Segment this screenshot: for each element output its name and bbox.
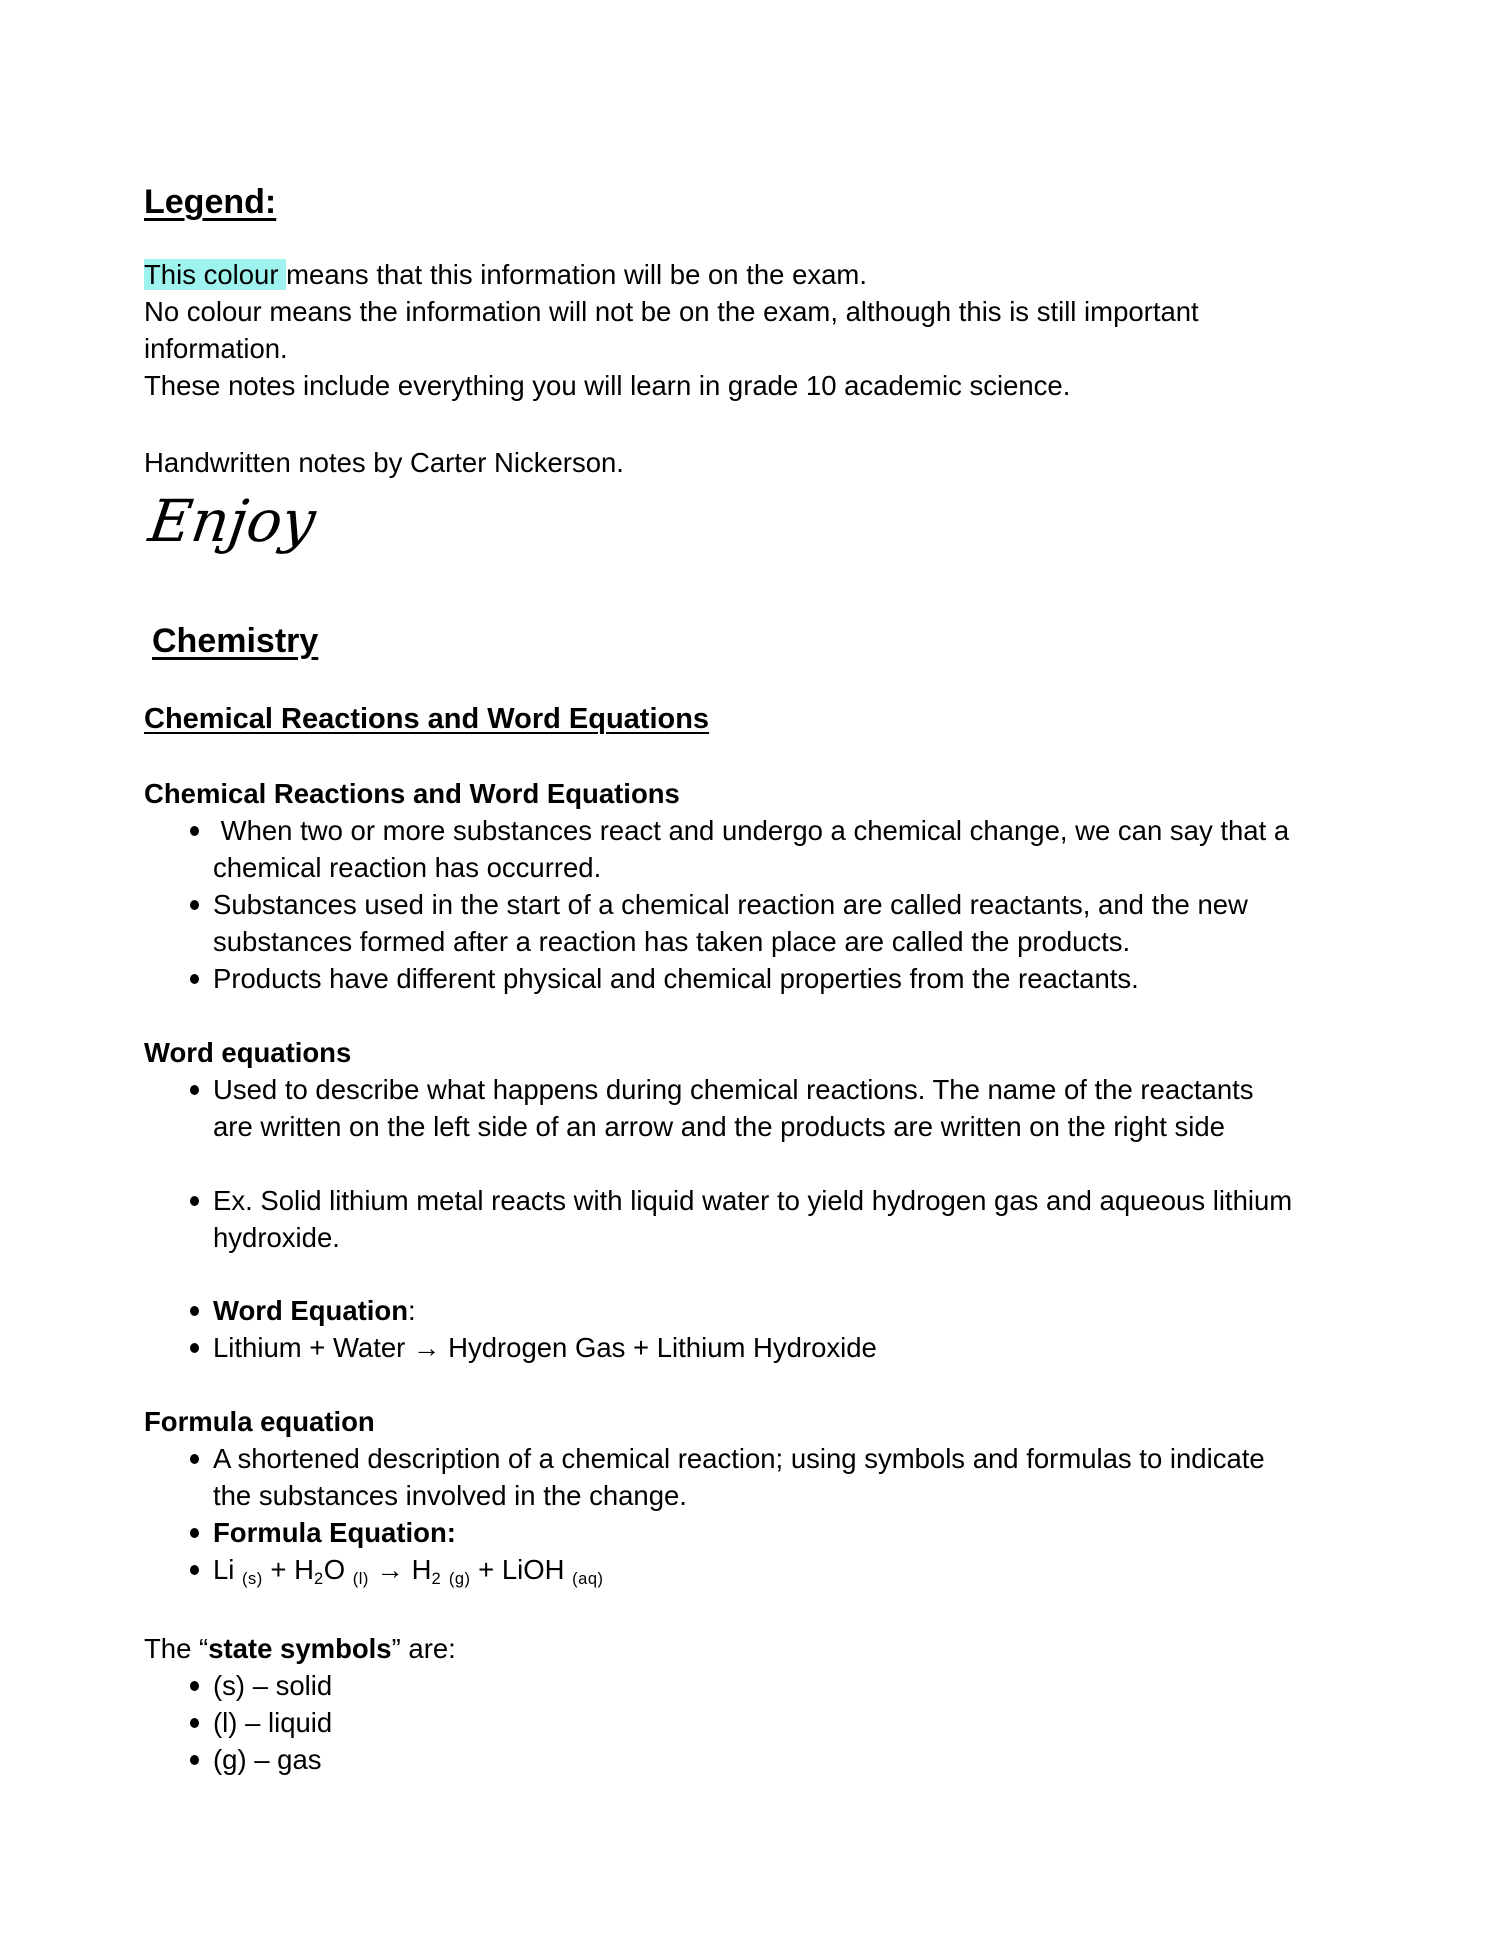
- highlighted-text: This colour: [144, 259, 287, 290]
- text-segment: A shortened description of a chemical reaction; using symbols and formulas to indicate the substances involved in the change.: [213, 1443, 1273, 1511]
- text-segment: (g) – gas: [213, 1744, 322, 1775]
- bullet-item: [144, 960, 1300, 997]
- text-segment: + LiOH: [470, 1554, 573, 1585]
- spacer: [144, 569, 1300, 619]
- text-segment: 2: [431, 1569, 442, 1588]
- text-segment: [441, 1554, 449, 1585]
- signature-text: Enjoy: [144, 487, 320, 555]
- text-segment: Formula Equation:: [213, 1517, 456, 1548]
- text-segment: Substances used in the start of a chemical reaction are called reactants, and the new substances formed after a reaction has taken place are called the products.: [213, 889, 1256, 957]
- bullet-item: [144, 1440, 1300, 1514]
- bullet-item: [144, 1182, 1300, 1256]
- text-segment: + H: [262, 1554, 314, 1585]
- text-segment: (s) – solid: [213, 1670, 333, 1701]
- reaction-bullet-list: [144, 812, 1300, 997]
- text-segment: 2: [314, 1569, 324, 1588]
- bullet-text: [213, 963, 1139, 994]
- bullet-text: [213, 1517, 456, 1548]
- word-equations-equation-list: [144, 1292, 1300, 1366]
- text-segment: means that this information will be on the exam.: [286, 259, 867, 290]
- legend-heading: Legend:: [144, 183, 277, 221]
- bullet-icon: [190, 826, 199, 836]
- bullet-item: [144, 1741, 1300, 1778]
- text-segment: :: [408, 1295, 416, 1326]
- bullet-text: [213, 1074, 1261, 1142]
- bullet-icon: [190, 1343, 199, 1353]
- text-segment: These notes include everything you will learn in grade 10 academic science.: [144, 370, 1071, 401]
- text-segment: state symbols: [208, 1633, 392, 1664]
- bullet-item: [144, 1704, 1300, 1741]
- spacer: [144, 739, 1300, 775]
- word-equations-example-list: [144, 1182, 1300, 1256]
- bullet-text: [213, 1443, 1272, 1511]
- text-segment: No colour means the information will not be on the exam, although this is still important information.: [144, 296, 1207, 364]
- bullet-icon: [190, 1718, 199, 1728]
- text-segment: (l): [352, 1569, 369, 1588]
- text-segment: Used to describe what happens during chemical reactions. The name of the reactants are written on the left side of an arrow and the products are written on the right side: [213, 1074, 1262, 1142]
- bullet-text: [213, 1707, 332, 1738]
- bullet-icon: [190, 1565, 199, 1575]
- bullet-item: [144, 1551, 1300, 1593]
- bullet-item: [144, 1292, 1300, 1329]
- spacer: [144, 1145, 1300, 1182]
- text-segment: Products have different physical and chemical properties from the reactants.: [213, 963, 1139, 994]
- state-symbols-list: [144, 1667, 1300, 1778]
- bullet-text: [213, 1332, 877, 1363]
- bullet-icon: [190, 1085, 199, 1095]
- byline: Handwritten notes by Carter Nickerson.: [144, 447, 624, 478]
- formula-equation-list: [144, 1440, 1300, 1593]
- paragraph: [144, 293, 1300, 367]
- text-segment: The “: [144, 1633, 209, 1664]
- bullet-text: [213, 1670, 332, 1701]
- bullet-text: [213, 815, 1297, 883]
- text-segment: Li: [213, 1554, 243, 1585]
- bullet-icon: [190, 1755, 199, 1765]
- signature: [144, 481, 1300, 569]
- section-title: Chemical Reactions and Word Equations: [144, 703, 710, 735]
- word-equations-describe-list: [144, 1071, 1300, 1145]
- bullet-item: [144, 1514, 1300, 1551]
- bullet-item: [144, 1329, 1300, 1366]
- bullet-icon: [190, 1306, 199, 1316]
- bullet-icon: [190, 974, 199, 984]
- spacer: [144, 1366, 1300, 1403]
- state-symbols-intro: [144, 1630, 1300, 1667]
- paragraph: [144, 367, 1300, 404]
- spacer: [144, 224, 1300, 256]
- text-segment: O: [323, 1554, 353, 1585]
- bullet-text: [213, 889, 1256, 957]
- bullet-icon: [190, 1528, 199, 1538]
- bullet-item: [144, 1667, 1300, 1704]
- spacer: [144, 404, 1300, 444]
- text-segment: Ex. Solid lithium metal reacts with liquid water to yield hydrogen gas and aqueous lithium hydroxide.: [213, 1185, 1300, 1253]
- text-segment: ” are:: [391, 1633, 456, 1664]
- legend-intro-paragraphs: [144, 256, 1300, 404]
- text-segment: → H: [368, 1554, 432, 1585]
- bullet-icon: [190, 1196, 199, 1206]
- subheading-chemical-reactions: Chemical Reactions and Word Equations: [144, 778, 680, 809]
- text-segment: (g): [448, 1569, 471, 1588]
- bullet-text: [213, 1185, 1300, 1253]
- bullet-item: [144, 886, 1300, 960]
- spacer: [144, 1593, 1300, 1630]
- bullet-icon: [190, 1454, 199, 1464]
- paragraph: [144, 256, 1300, 293]
- formula-equation-heading: Formula equation: [144, 1406, 375, 1437]
- bullet-icon: [190, 1681, 199, 1691]
- spacer: [144, 1256, 1300, 1292]
- word-equations-heading: Word equations: [144, 1037, 352, 1068]
- text-segment: Word Equation: [213, 1295, 409, 1326]
- text-segment: (aq): [572, 1569, 604, 1588]
- text-segment: Lithium + Water → Hydrogen Gas + Lithium Hydroxide: [213, 1332, 877, 1363]
- text-segment: When two or more substances react and undergo a chemical change, we can say that a chemical reaction has occurred.: [213, 815, 1297, 883]
- bullet-icon: [190, 900, 199, 910]
- bullet-item: [144, 812, 1300, 886]
- text-segment: (s): [242, 1569, 263, 1588]
- bullet-item: [144, 1071, 1300, 1145]
- spacer: [144, 663, 1300, 699]
- bullet-text: [213, 1295, 416, 1326]
- text-segment: (l) – liquid: [213, 1707, 333, 1738]
- bullet-text: [213, 1744, 322, 1775]
- spacer: [144, 997, 1300, 1034]
- bullet-text: [213, 1554, 604, 1588]
- chemistry-heading: Chemistry: [152, 622, 319, 660]
